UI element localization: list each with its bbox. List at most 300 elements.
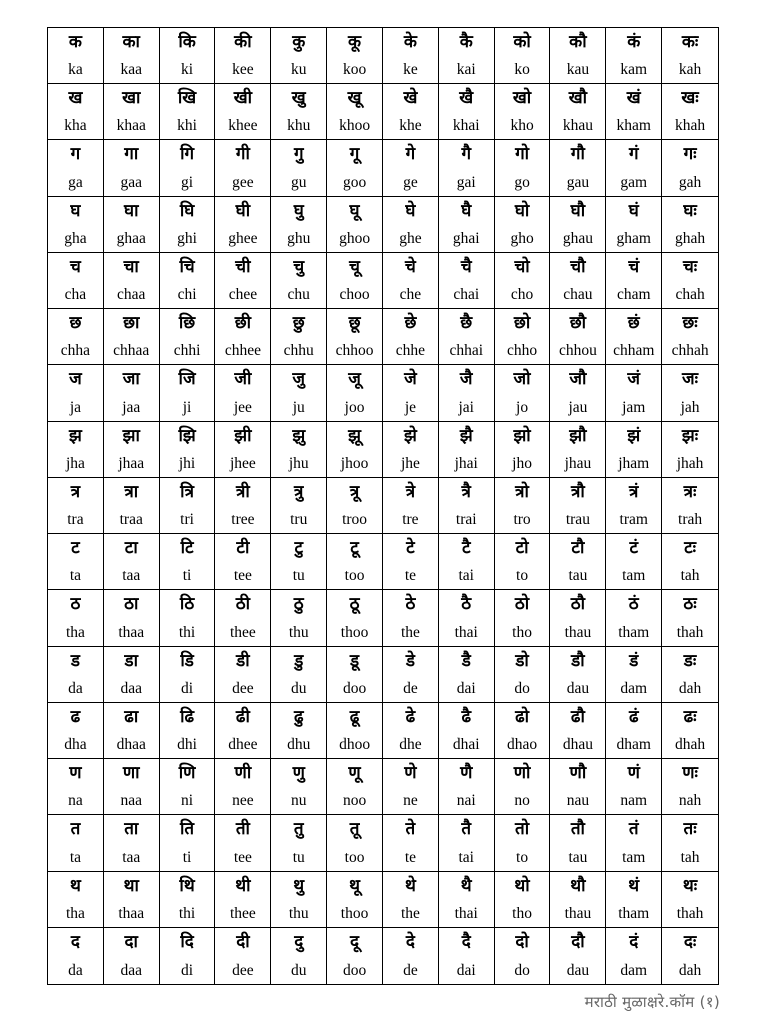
transliteration: tah: [680, 567, 700, 585]
devanagari-syllable: घू: [349, 200, 360, 221]
syllable-cell: [662, 647, 718, 703]
transliteration: dhu: [287, 736, 311, 754]
transliteration: chho: [507, 342, 538, 360]
devanagari-syllable: तो: [515, 819, 530, 840]
syllable-cell: [215, 478, 271, 534]
syllable-cell: [215, 422, 271, 478]
devanagari-syllable: तः: [683, 819, 697, 840]
devanagari-syllable: त्रै: [461, 481, 471, 502]
transliteration: tha: [65, 623, 85, 641]
transliteration: thaa: [118, 904, 145, 922]
transliteration: jhi: [178, 454, 196, 472]
syllable-cell: [606, 28, 662, 84]
devanagari-syllable: गु: [293, 144, 304, 165]
devanagari-syllable: ठः: [683, 594, 697, 615]
devanagari-syllable: ति: [180, 819, 195, 840]
syllable-cell: [160, 140, 216, 196]
devanagari-syllable: दः: [683, 931, 697, 952]
devanagari-syllable: चै: [460, 256, 472, 277]
transliteration: jham: [618, 454, 650, 472]
transliteration: de: [403, 679, 418, 697]
devanagari-syllable: ढै: [461, 706, 472, 727]
devanagari-syllable: घः: [683, 200, 697, 221]
syllable-cell: [271, 253, 327, 309]
syllable-cell: [495, 478, 551, 534]
devanagari-syllable: णि: [178, 763, 196, 784]
syllable-cell: [327, 309, 383, 365]
syllable-cell: [439, 478, 495, 534]
syllable-cell: [104, 478, 160, 534]
transliteration: cha: [64, 286, 87, 304]
syllable-cell: [662, 815, 718, 871]
devanagari-syllable: छो: [513, 313, 531, 334]
devanagari-syllable: ढो: [515, 706, 530, 727]
syllable-cell: [383, 253, 439, 309]
devanagari-syllable: खी: [233, 88, 253, 109]
syllable-cell: [104, 28, 160, 84]
transliteration: da: [68, 962, 83, 979]
transliteration: dhee: [228, 736, 258, 754]
transliteration: jam: [622, 398, 646, 416]
transliteration: noo: [342, 792, 367, 810]
devanagari-syllable: थू: [349, 875, 360, 896]
devanagari-syllable: ती: [235, 819, 250, 840]
devanagari-syllable: थि: [179, 875, 195, 896]
syllable-cell: [662, 28, 718, 84]
devanagari-syllable: छे: [404, 313, 417, 334]
syllable-cell: [550, 140, 606, 196]
syllable-cell: [495, 197, 551, 253]
transliteration: gam: [620, 173, 648, 191]
transliteration: thi: [178, 623, 196, 641]
syllable-cell: [439, 759, 495, 815]
devanagari-syllable: टि: [180, 538, 194, 559]
transliteration: koo: [342, 61, 367, 79]
transliteration: dah: [678, 962, 702, 979]
transliteration: chhaa: [113, 342, 150, 360]
devanagari-syllable: त्र: [70, 481, 81, 502]
transliteration: ghoo: [339, 229, 371, 247]
devanagari-syllable: खो: [512, 88, 532, 109]
syllable-cell: [271, 478, 327, 534]
transliteration: dhao: [507, 736, 538, 754]
syllable-cell: [495, 647, 551, 703]
transliteration: trau: [565, 511, 590, 529]
syllable-cell: [215, 647, 271, 703]
devanagari-syllable: टौ: [571, 538, 585, 559]
syllable-cell: [160, 815, 216, 871]
devanagari-syllable: झि: [178, 425, 196, 446]
syllable-cell: [606, 309, 662, 365]
syllable-cell: [160, 928, 216, 984]
syllable-cell: [550, 872, 606, 928]
devanagari-syllable: टी: [236, 538, 250, 559]
syllable-cell: [383, 28, 439, 84]
syllable-cell: [160, 84, 216, 140]
devanagari-syllable: त्रू: [349, 481, 360, 502]
devanagari-syllable: झु: [292, 425, 306, 446]
devanagari-syllable: ठै: [461, 594, 472, 615]
devanagari-syllable: गः: [683, 144, 697, 165]
syllable-cell: [606, 815, 662, 871]
transliteration: troo: [342, 511, 368, 529]
syllable-cell: [104, 84, 160, 140]
devanagari-syllable: झः: [681, 425, 699, 446]
syllable-cell: [383, 759, 439, 815]
syllable-cell: [550, 759, 606, 815]
syllable-cell: [104, 647, 160, 703]
transliteration: jhoo: [340, 454, 369, 472]
syllable-cell: [606, 928, 662, 984]
devanagari-syllable: झं: [627, 425, 641, 446]
devanagari-syllable: ठु: [293, 594, 304, 615]
syllable-cell: [439, 534, 495, 590]
transliteration: cho: [510, 286, 534, 304]
devanagari-syllable: तु: [293, 819, 304, 840]
devanagari-syllable: का: [122, 32, 140, 52]
devanagari-syllable: ता: [124, 819, 139, 840]
transliteration: khai: [452, 117, 480, 135]
devanagari-syllable: टो: [515, 538, 529, 559]
transliteration: joo: [344, 398, 365, 416]
transliteration: di: [181, 679, 194, 697]
syllable-cell: [662, 140, 718, 196]
syllable-cell: [48, 590, 104, 646]
syllable-cell: [327, 478, 383, 534]
transliteration: chhi: [173, 342, 201, 360]
devanagari-syllable: ढ: [70, 706, 81, 727]
devanagari-syllable: घे: [405, 200, 416, 221]
transliteration: do: [514, 962, 530, 979]
devanagari-syllable: घा: [124, 200, 139, 221]
syllable-cell: [104, 253, 160, 309]
transliteration: di: [181, 962, 194, 979]
syllable-cell: [48, 478, 104, 534]
transliteration: dau: [566, 679, 590, 697]
devanagari-syllable: घि: [179, 200, 195, 221]
syllable-cell: [271, 422, 327, 478]
syllable-cell: [662, 928, 718, 984]
devanagari-syllable: ते: [405, 819, 416, 840]
transliteration: jhaa: [118, 454, 145, 472]
transliteration: tri: [180, 511, 194, 529]
transliteration: kha: [64, 117, 87, 135]
devanagari-syllable: त्रो: [515, 481, 529, 502]
transliteration: daa: [120, 962, 142, 979]
transliteration: che: [399, 286, 422, 304]
transliteration: khah: [675, 117, 706, 135]
syllable-cell: [48, 365, 104, 421]
devanagari-syllable: चः: [682, 256, 698, 277]
syllable-cell: [495, 422, 551, 478]
devanagari-syllable: णः: [682, 763, 698, 784]
transliteration: gu: [290, 173, 307, 191]
transliteration: chhe: [395, 342, 426, 360]
transliteration: ji: [182, 398, 192, 416]
transliteration: dha: [64, 736, 87, 754]
syllable-cell: [606, 84, 662, 140]
devanagari-syllable: ग: [70, 144, 81, 165]
transliteration: nau: [566, 792, 590, 810]
transliteration: chhah: [671, 342, 709, 360]
transliteration: ghee: [228, 229, 258, 247]
syllable-cell: [160, 590, 216, 646]
syllable-cell: [439, 422, 495, 478]
syllable-cell: [383, 928, 439, 984]
syllable-cell: [104, 928, 160, 984]
syllable-cell: [662, 478, 718, 534]
devanagari-syllable: तौ: [570, 819, 585, 840]
devanagari-syllable: णं: [627, 763, 640, 784]
syllable-cell: [215, 253, 271, 309]
syllable-cell: [327, 534, 383, 590]
transliteration: te: [404, 567, 416, 585]
transliteration: ki: [181, 61, 194, 79]
syllable-cell: [327, 84, 383, 140]
devanagari-syllable: चो: [514, 256, 530, 277]
transliteration: tra: [67, 511, 84, 529]
transliteration: ghe: [399, 229, 422, 247]
syllable-cell: [271, 365, 327, 421]
syllable-cell: [383, 872, 439, 928]
transliteration: na: [68, 792, 83, 810]
transliteration: tram: [619, 511, 648, 529]
syllable-cell: [327, 759, 383, 815]
syllable-cell: [550, 422, 606, 478]
transliteration: thee: [229, 623, 256, 641]
transliteration: dhau: [562, 736, 593, 754]
transliteration: goo: [342, 173, 367, 191]
devanagari-syllable: चे: [405, 256, 416, 277]
syllable-cell: [662, 703, 718, 759]
devanagari-syllable: थी: [235, 875, 251, 896]
devanagari-syllable: घी: [235, 200, 251, 221]
devanagari-syllable: णो: [513, 763, 531, 784]
transliteration: jhau: [564, 454, 592, 472]
devanagari-syllable: जं: [627, 369, 641, 390]
transliteration: dau: [566, 962, 590, 979]
transliteration: ghi: [177, 229, 197, 247]
syllable-cell: [550, 365, 606, 421]
devanagari-syllable: घो: [514, 200, 530, 221]
syllable-cell: [495, 590, 551, 646]
syllable-cell: [48, 647, 104, 703]
devanagari-syllable: टू: [350, 538, 359, 559]
devanagari-syllable: त्रु: [294, 481, 304, 502]
devanagari-syllable: चु: [293, 256, 305, 277]
transliteration: naa: [120, 792, 142, 810]
devanagari-syllable: जौ: [569, 369, 587, 390]
syllable-cell: [439, 703, 495, 759]
syllable-cell: [495, 759, 551, 815]
transliteration: thai: [454, 904, 478, 922]
transliteration: tho: [512, 904, 532, 922]
syllable-cell: [48, 84, 104, 140]
transliteration: tham: [618, 623, 650, 641]
syllable-cell: [215, 28, 271, 84]
devanagari-syllable: त्री: [236, 481, 250, 502]
syllable-cell: [215, 365, 271, 421]
devanagari-syllable: टे: [406, 538, 415, 559]
transliteration: chaa: [117, 286, 146, 304]
syllable-cell: [606, 872, 662, 928]
syllable-cell: [104, 140, 160, 196]
transliteration: tu: [292, 848, 305, 866]
transliteration: chham: [613, 342, 655, 360]
transliteration: chhai: [449, 342, 484, 360]
devanagari-syllable: गी: [235, 144, 250, 165]
transliteration: dam: [620, 679, 648, 697]
syllable-cell: [550, 703, 606, 759]
transliteration: ta: [69, 848, 81, 866]
transliteration: dham: [616, 736, 651, 754]
devanagari-syllable: झी: [234, 425, 252, 446]
devanagari-syllable: टं: [629, 538, 639, 559]
devanagari-syllable: को: [513, 32, 531, 52]
transliteration: ta: [69, 567, 81, 585]
transliteration: ke: [403, 61, 418, 79]
syllable-cell: [271, 872, 327, 928]
devanagari-syllable: छौ: [569, 313, 587, 334]
devanagari-syllable: कौ: [569, 32, 587, 52]
devanagari-syllable: झो: [513, 425, 531, 446]
transliteration: jha: [65, 454, 85, 472]
syllable-cell: [550, 478, 606, 534]
devanagari-syllable: डः: [683, 650, 697, 671]
transliteration: tau: [568, 848, 588, 866]
devanagari-syllable: ठा: [124, 594, 139, 615]
transliteration: de: [403, 962, 418, 979]
devanagari-syllable: जू: [348, 369, 361, 390]
transliteration: thi: [178, 904, 196, 922]
transliteration: gah: [678, 173, 702, 191]
devanagari-syllable: दि: [180, 931, 194, 952]
transliteration: te: [404, 848, 416, 866]
transliteration: thu: [288, 623, 309, 641]
devanagari-syllable: छु: [292, 313, 305, 334]
devanagari-syllable: दो: [515, 931, 529, 952]
devanagari-syllable: डं: [629, 650, 639, 671]
syllable-cell: [104, 815, 160, 871]
devanagari-syllable: की: [234, 32, 252, 52]
devanagari-syllable: डि: [180, 650, 194, 671]
devanagari-syllable: णै: [460, 763, 473, 784]
transliteration: khu: [287, 117, 311, 135]
devanagari-syllable: थो: [514, 875, 530, 896]
transliteration: tee: [233, 848, 252, 866]
devanagari-syllable: खु: [291, 88, 306, 109]
syllable-cell: [662, 365, 718, 421]
devanagari-syllable: ढू: [349, 706, 360, 727]
devanagari-syllable: जै: [459, 369, 473, 390]
transliteration: dam: [620, 962, 648, 979]
transliteration: no: [514, 792, 530, 810]
syllable-cell: [215, 84, 271, 140]
transliteration: ti: [182, 567, 192, 585]
transliteration: thu: [288, 904, 309, 922]
syllable-cell: [160, 478, 216, 534]
transliteration: kam: [620, 61, 648, 79]
syllable-cell: [606, 759, 662, 815]
syllable-cell: [48, 422, 104, 478]
devanagari-syllable: तै: [461, 819, 472, 840]
transliteration: go: [514, 173, 530, 191]
devanagari-syllable: दा: [124, 931, 138, 952]
transliteration: jhu: [288, 454, 309, 472]
transliteration: to: [516, 567, 529, 585]
devanagari-syllable: जो: [513, 369, 531, 390]
syllable-cell: [104, 534, 160, 590]
syllable-cell: [271, 28, 327, 84]
transliteration: dhaa: [116, 736, 146, 754]
devanagari-syllable: छा: [123, 313, 140, 334]
transliteration: khoo: [339, 117, 371, 135]
transliteration: ghaa: [116, 229, 146, 247]
transliteration: thaa: [118, 623, 145, 641]
syllable-cell: [606, 197, 662, 253]
devanagari-syllable: गो: [515, 144, 530, 165]
syllable-cell: [606, 703, 662, 759]
syllable-cell: [550, 534, 606, 590]
syllable-cell: [383, 140, 439, 196]
syllable-cell: [439, 365, 495, 421]
syllable-cell: [606, 140, 662, 196]
syllable-cell: [662, 197, 718, 253]
transliteration: tro: [513, 511, 531, 529]
syllable-cell: [662, 309, 718, 365]
devanagari-syllable: त्रं: [629, 481, 639, 502]
devanagari-syllable: कै: [459, 32, 473, 52]
syllable-cell: [104, 703, 160, 759]
devanagari-syllable: गं: [628, 144, 639, 165]
devanagari-syllable: थ: [69, 875, 81, 896]
devanagari-syllable: दु: [294, 931, 304, 952]
syllable-cell: [662, 422, 718, 478]
devanagari-syllable: झौ: [569, 425, 587, 446]
devanagari-syllable: के: [403, 32, 417, 52]
devanagari-syllable: ज: [69, 369, 82, 390]
devanagari-syllable: घ: [70, 200, 81, 221]
syllable-cell: [495, 84, 551, 140]
devanagari-syllable: दं: [629, 931, 639, 952]
syllable-cell: [48, 703, 104, 759]
devanagari-syllable: ट: [71, 538, 80, 559]
syllable-cell: [327, 365, 383, 421]
devanagari-syllable: डौ: [571, 650, 585, 671]
devanagari-syllable: ठू: [349, 594, 360, 615]
syllable-cell: [104, 590, 160, 646]
devanagari-syllable: ढः: [683, 706, 697, 727]
transliteration: tau: [568, 567, 588, 585]
devanagari-syllable: कि: [178, 32, 196, 52]
transliteration: chu: [287, 286, 310, 304]
syllable-cell: [327, 140, 383, 196]
devanagari-syllable: दू: [350, 931, 360, 952]
devanagari-syllable: ठे: [405, 594, 416, 615]
devanagari-syllable: टा: [124, 538, 138, 559]
syllable-cell: [104, 759, 160, 815]
devanagari-syllable: जि: [178, 369, 196, 390]
syllable-cell: [215, 590, 271, 646]
syllable-cell: [327, 872, 383, 928]
syllable-cell: [606, 534, 662, 590]
syllable-cell: [48, 928, 104, 984]
syllable-cell: [271, 197, 327, 253]
devanagari-syllable: डी: [236, 650, 250, 671]
syllable-cell: [215, 815, 271, 871]
transliteration: tee: [233, 567, 252, 585]
transliteration: thai: [454, 623, 478, 641]
